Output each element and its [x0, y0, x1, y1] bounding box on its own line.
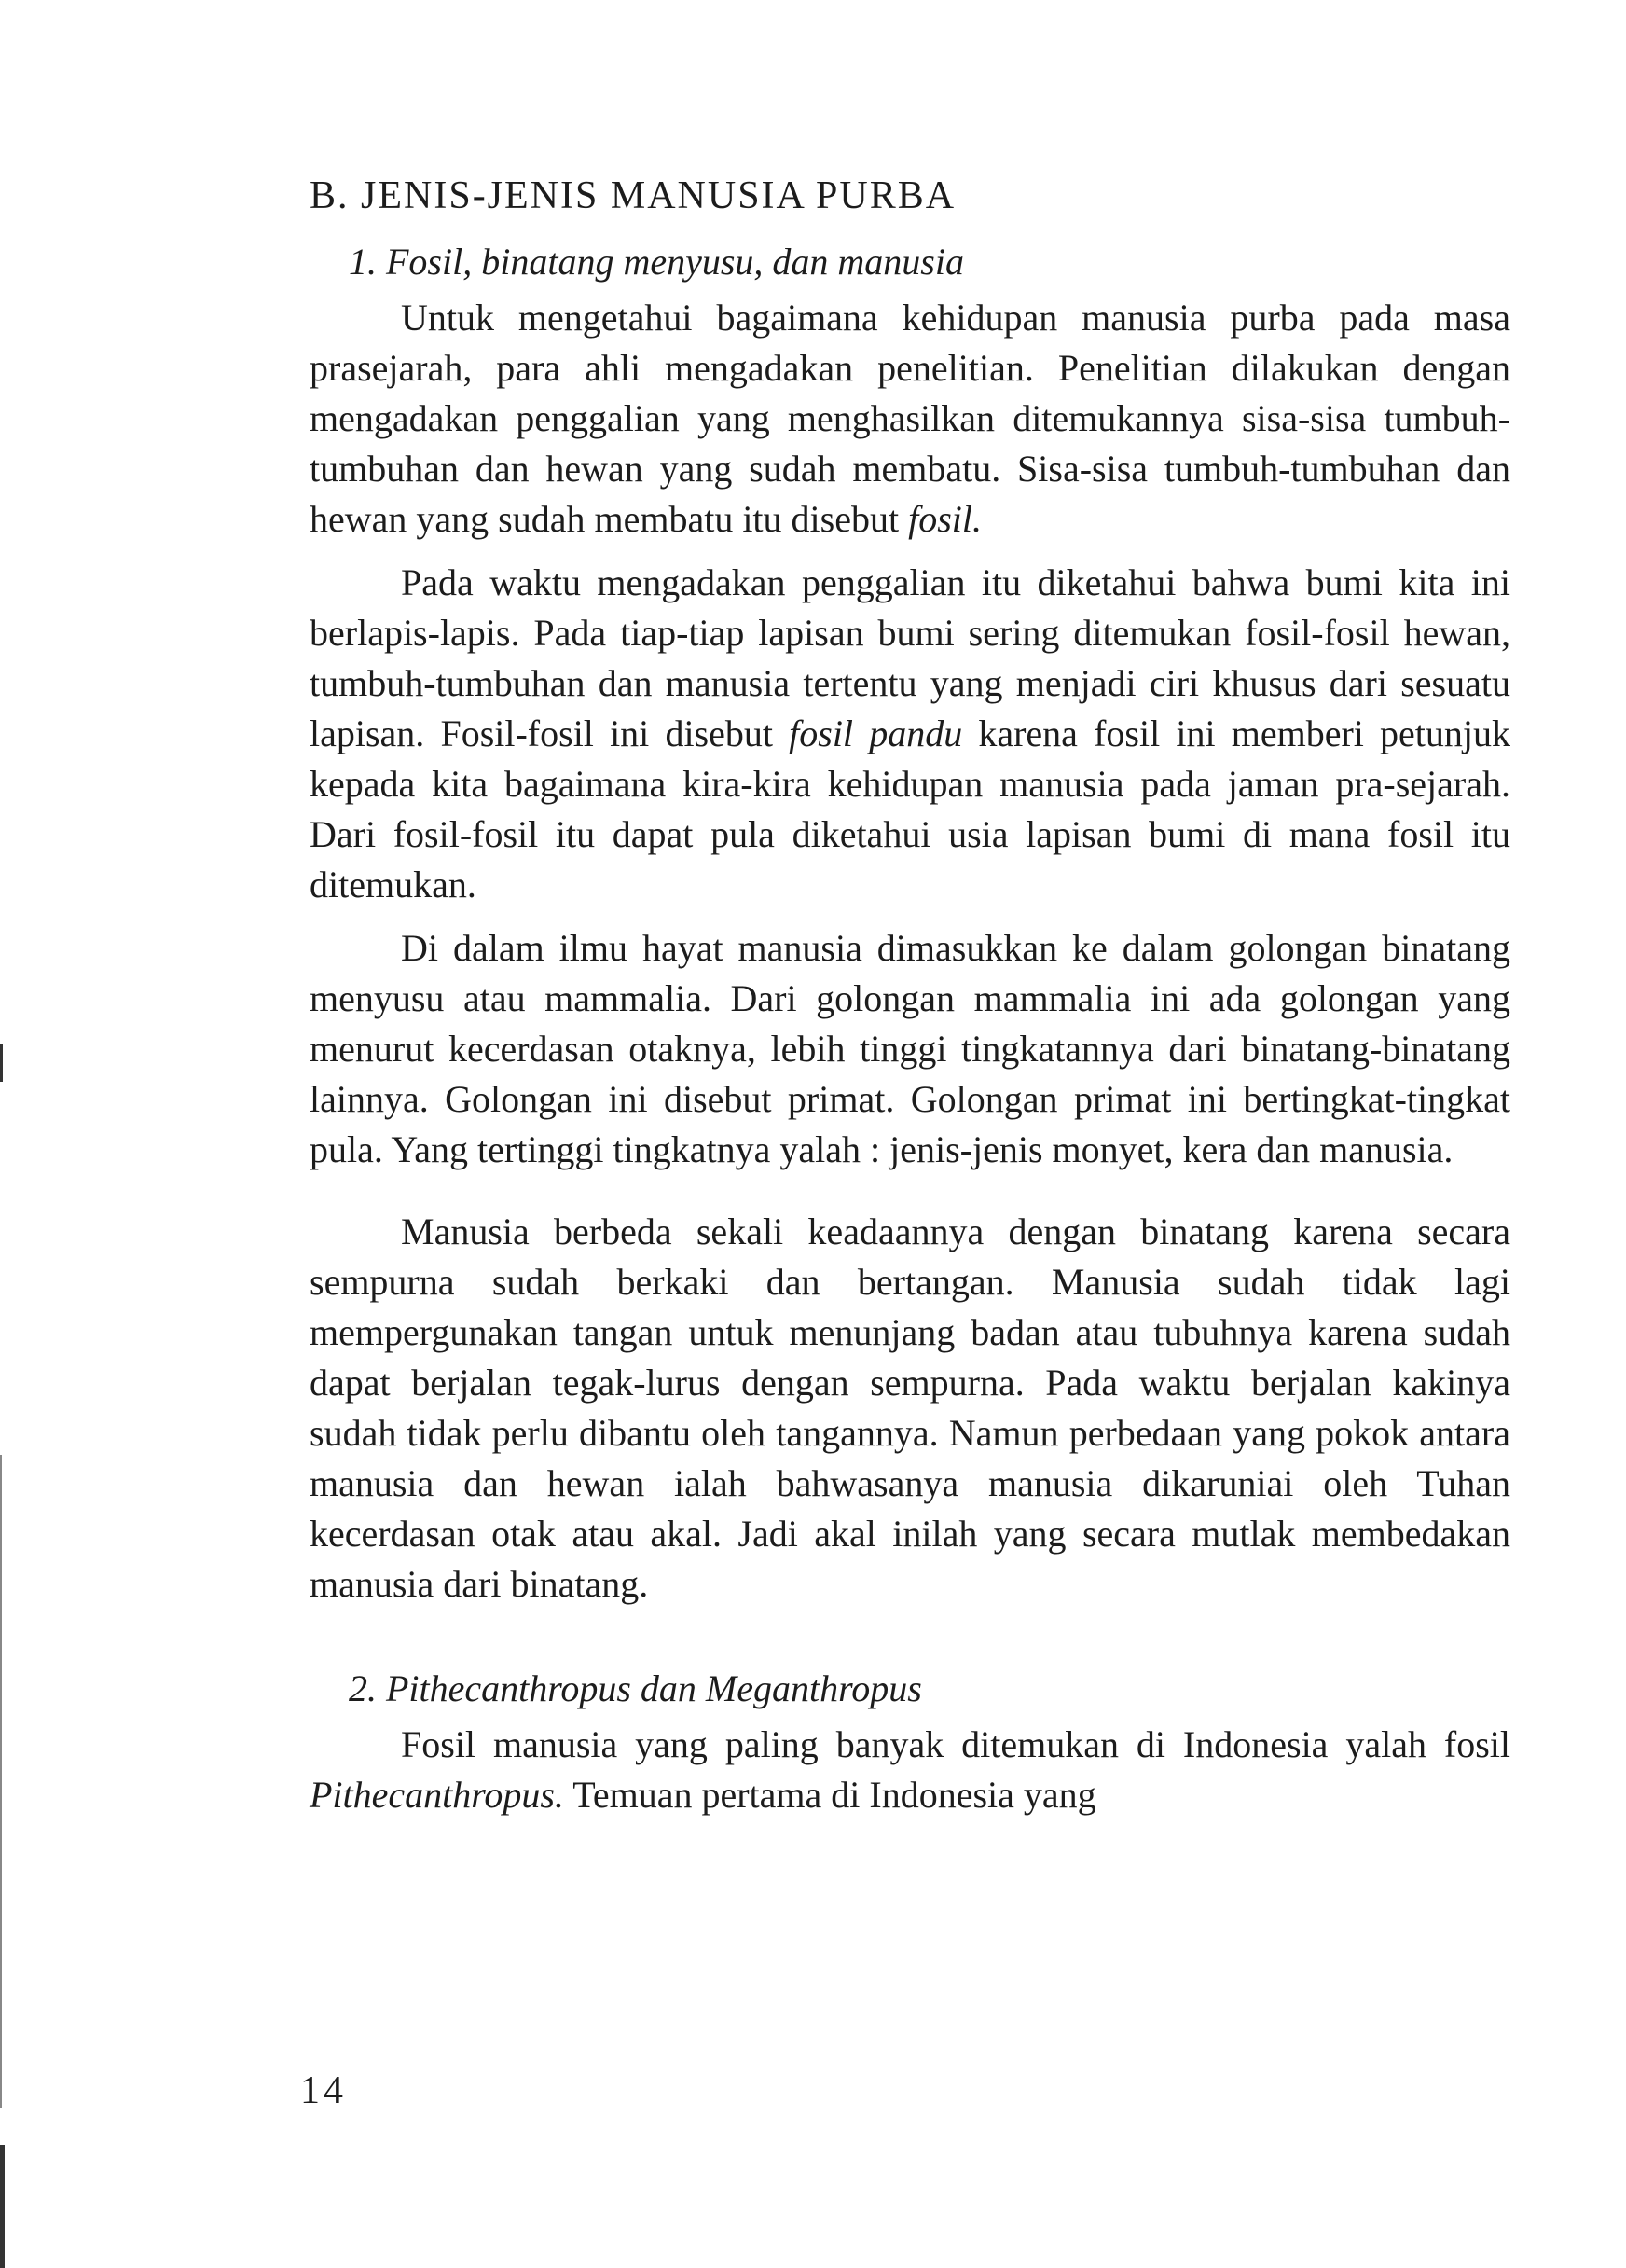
subsection-title-2: 2. Pithecanthropus dan Meganthropus — [349, 1667, 922, 1709]
scan-edge-mark — [0, 1044, 3, 1082]
paragraph-fosil — [310, 293, 1510, 545]
paragraph-pithecanthropus — [310, 1720, 1510, 1820]
paragraph-text: Untuk mengetahui bagaimana kehidupan manusia purba pada masa prasejarah, para ahli mengadakan penelitian. Penelitian dilakukan dengan mengadakan penggalian yang menghasilkan ditemukannya sisa-sisa tumbuh-tumbuhan dan hewan yang sudah membatu. Sisa-sisa tumbuh-tumbuhan dan hewan yang sudah membatu itu disebut — [310, 297, 1510, 540]
emphasis-text: Pithecanthropus. — [310, 1774, 564, 1816]
paragraph-fosil-pandu — [310, 558, 1510, 910]
text-column — [310, 170, 1510, 1833]
section-heading: B. JENIS-JENIS MANUSIA PURBA — [310, 174, 957, 217]
paragraph-manusia-binatang: Manusia berbeda sekali keadaannya dengan binatang karena secara sempurna sudah berkaki dan bertangan. Manusia sudah tidak lagi mempergunakan tangan untuk menunjang badan atau tubuhnya karena sudah dapat berjalan tegak-lurus dengan sempurna. Pada waktu berjalan kakinya sudah tidak perlu dibantu oleh tangannya. Namun perbedaan yang pokok antara manusia dan hewan ialah bahwasanya manusia dikaruniai oleh Tuhan kecerdasan otak atau akal. Jadi akal inilah yang secara mutlak membedakan manusia dari binatang. — [310, 1210, 1510, 1605]
emphasis-text: fosil pandu — [789, 712, 963, 754]
scan-edge-mark — [0, 2145, 5, 2268]
emphasis-text: fosil. — [908, 498, 982, 540]
paragraph-text: Temuan pertama di Indonesia yang — [563, 1774, 1096, 1816]
scan-edge-mark — [0, 1455, 2, 2108]
subsection-title-1: 1. Fosil, binatang menyusu, dan manusia — [349, 241, 964, 283]
paragraph-text: Pada waktu mengadakan penggalian itu diketahui bahwa bumi kita ini berlapis-lapis. Pada tiap-tiap lapisan bumi sering ditemukan fosil-fosil hewan, tumbuh-tumbuhan dan manusia tertentu yang menjadi ciri khusus dari sesuatu lapisan. Fosil-fosil ini disebut — [310, 561, 1510, 754]
paragraph-text: karena fosil ini memberi petunjuk kepada kita bagaimana kira-kira kehidupan manusia pada jaman pra-sejarah. Dari fosil-fosil itu dapat pula diketahui usia lapisan bumi di mana fosil itu ditemukan. — [310, 712, 1511, 906]
page-number: 14 — [300, 2069, 347, 2112]
paragraph-text: Fosil manusia yang paling banyak ditemukan di Indonesia yalah fosil — [401, 1723, 1510, 1765]
paragraph-primat: Di dalam ilmu hayat manusia dimasukkan ke dalam golongan binatang menyusu atau mammalia. Dari golongan mammalia ini ada golongan yang menurut kecerdasan otaknya, lebih tinggi tingkatannya dari binatang-binatang lainnya. Golongan ini disebut primat. Golongan primat ini bertingkat-tingkat pula. Yang tertinggi tingkatnya yalah : jenis-jenis monyet, kera dan manusia. — [310, 927, 1510, 1170]
